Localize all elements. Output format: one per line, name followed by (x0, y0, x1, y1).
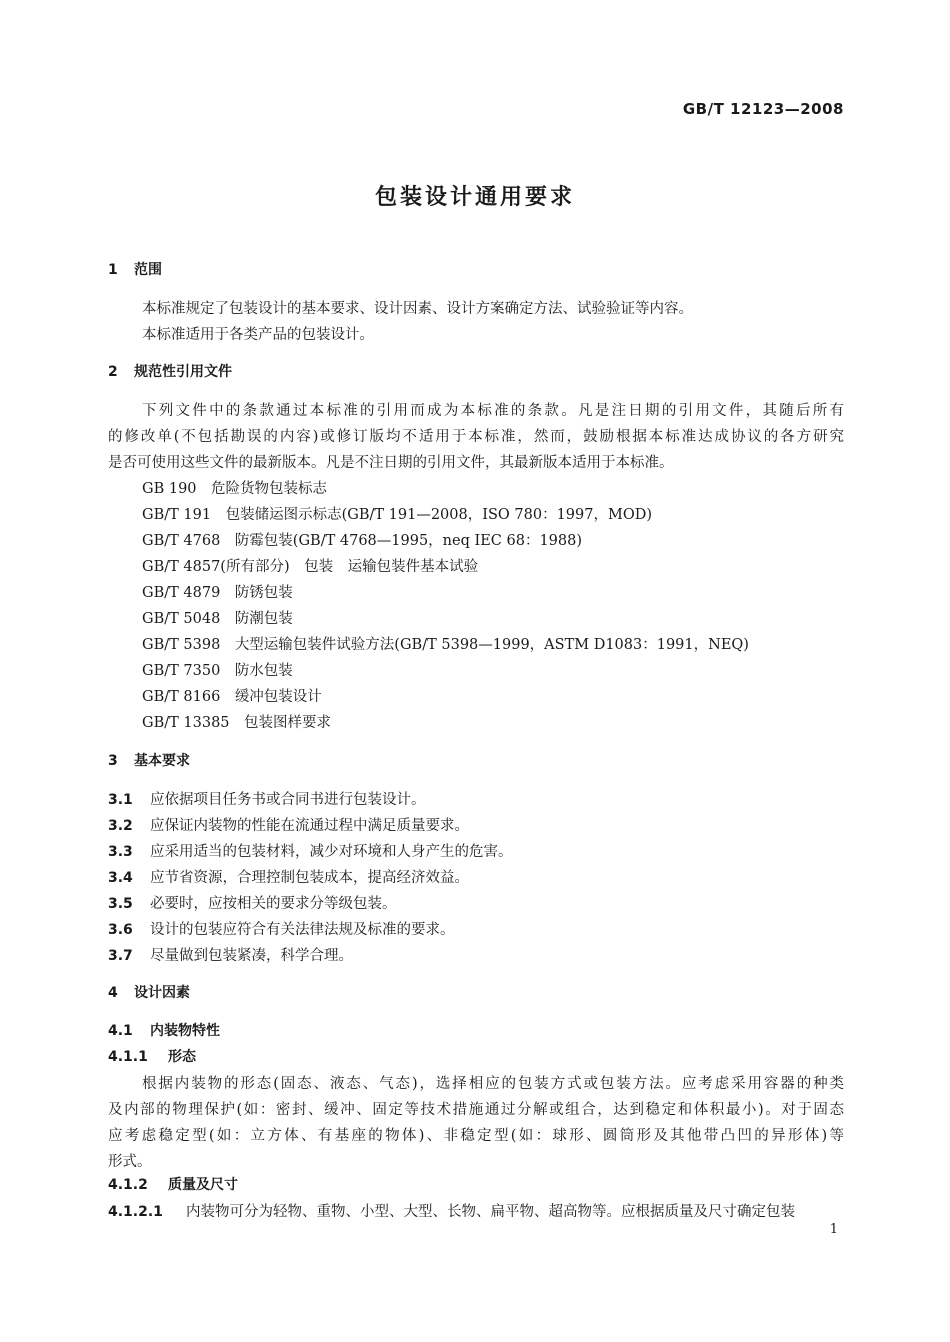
reference-name: 包装 运输包装件基本试验 (304, 559, 479, 575)
clause-item (108, 840, 844, 861)
reference-code: GB/T 7350 (142, 663, 221, 679)
clause-item (108, 866, 844, 887)
section-number: 1 (108, 262, 118, 278)
clause-number: 3.4 (108, 870, 133, 886)
section-1-heading (108, 259, 844, 279)
page-number: 1 (829, 1222, 838, 1237)
clause-number: 3.5 (108, 896, 133, 912)
paragraph-line: 根据内装物的形态(固态、液态、气态)，选择相应的包装方式或包装方法。应考虑采用容器的种类 (142, 1076, 844, 1092)
subsection-number: 4.1.2 (108, 1177, 148, 1193)
paragraph-line: 及内部的物理保护(如：密封、缓冲、固定等技术措施通过分解或组合，达到稳定和体积最小)。对于固态 (108, 1102, 844, 1118)
clause-text: 设计的包装应符合有关法律法规及标准的要求。 (150, 922, 455, 938)
section-title: 设计因素 (134, 985, 190, 1001)
reference-item (142, 529, 844, 550)
paragraph: 本标准适用于各类产品的包装设计。 (142, 327, 374, 343)
clause-number: 3.6 (108, 922, 133, 938)
reference-item (142, 659, 844, 680)
reference-item (142, 503, 844, 524)
reference-item (142, 685, 844, 706)
paragraph-line: 是否可使用这些文件的最新版本。凡是不注日期的引用文件，其最新版本适用于本标准。 (108, 455, 674, 471)
section-number: 3 (108, 753, 118, 769)
standard-code: GB/T 12123—2008 (682, 100, 844, 118)
clause-number: 3.1 (108, 792, 133, 808)
reference-code: GB/T 8166 (142, 689, 221, 705)
clause-number: 3.7 (108, 948, 133, 964)
reference-name: 包装图样要求 (244, 715, 332, 731)
reference-item (142, 477, 844, 498)
clause-text: 内装物可分为轻物、重物、小型、大型、长物、扁平物、超高物等。应根据质量及尺寸确定包装 (186, 1204, 795, 1220)
paragraph-line: 的修改单(不包括勘误的内容)或修订版均不适用于本标准，然而，鼓励根据本标准达成协议的各方研究 (108, 429, 844, 445)
clause-text: 应采用适当的包装材料，减少对环境和人身产生的危害。 (150, 844, 513, 860)
reference-name: 危险货物包装标志 (211, 481, 328, 497)
clause-number: 3.3 (108, 844, 133, 860)
reference-item (142, 711, 844, 732)
reference-name: 包装储运图示标志(GB/T 191—2008，ISO 780：1997，MOD) (225, 507, 652, 523)
clause-item (108, 788, 844, 809)
clause-text: 应依据项目任务书或合同书进行包装设计。 (150, 792, 426, 808)
clause-text: 尽量做到包装紧凑，科学合理。 (150, 948, 353, 964)
reference-name: 防水包装 (234, 663, 293, 679)
subsection-heading (108, 1020, 844, 1040)
reference-code: GB/T 5398 (142, 637, 221, 653)
subsection-title: 质量及尺寸 (168, 1177, 238, 1193)
paragraph-line: 应考虑稳定型(如：立方体、有基座的物体)、非稳定型(如：球形、圆筒形及其他带凸凹的异形体)等 (108, 1128, 844, 1144)
section-2-heading (108, 361, 844, 381)
section-title: 规范性引用文件 (134, 364, 232, 380)
reference-code: GB/T 4879 (142, 585, 221, 601)
paragraph: 本标准规定了包装设计的基本要求、设计因素、设计方案确定方法、试验验证等内容。 (142, 301, 693, 317)
paragraph-line: 下列文件中的条款通过本标准的引用而成为本标准的条款。凡是注日期的引用文件，其随后所有 (142, 403, 844, 419)
subsection-heading (108, 1174, 844, 1194)
section-3-heading (108, 750, 844, 770)
clause-text: 必要时，应按相关的要求分等级包装。 (150, 896, 397, 912)
reference-item (142, 581, 844, 602)
reference-name: 大型运输包装件试验方法(GB/T 5398—1999，ASTM D1083：1991，NEQ) (234, 637, 749, 653)
reference-item (142, 633, 844, 654)
subsection-title: 内装物特性 (150, 1023, 220, 1039)
reference-code: GB 190 (142, 481, 197, 497)
clause-item (108, 918, 844, 939)
subsection-number: 4.1 (108, 1023, 133, 1039)
section-title: 基本要求 (134, 753, 190, 769)
reference-code: GB/T 191 (142, 507, 212, 523)
reference-item (142, 555, 844, 576)
reference-name: 防锈包装 (234, 585, 293, 601)
section-title: 范围 (134, 262, 162, 278)
clause-item (108, 892, 844, 913)
clause-number: 3.2 (108, 818, 133, 834)
subsection-title: 形态 (168, 1049, 196, 1065)
clause-text: 应节省资源，合理控制包装成本，提高经济效益。 (150, 870, 469, 886)
page-title: 包装设计通用要求 (374, 185, 575, 210)
reference-name: 防霉包装(GB/T 4768—1995，neq IEC 68：1988) (234, 533, 583, 549)
reference-code: GB/T 4857(所有部分) (142, 559, 290, 575)
reference-item (142, 607, 844, 628)
reference-code: GB/T 5048 (142, 611, 221, 627)
clause-item (108, 814, 844, 835)
clause-item (108, 944, 844, 965)
section-4-heading (108, 982, 844, 1002)
subsection-heading (108, 1046, 844, 1066)
reference-code: GB/T 13385 (142, 715, 230, 731)
section-number: 4 (108, 985, 118, 1001)
reference-name: 防潮包装 (234, 611, 293, 627)
subsection-number: 4.1.1 (108, 1049, 148, 1065)
reference-code: GB/T 4768 (142, 533, 221, 549)
clause-item (108, 1200, 844, 1221)
clause-number: 4.1.2.1 (108, 1204, 163, 1220)
clause-text: 应保证内装物的性能在流通过程中满足质量要求。 (150, 818, 469, 834)
section-number: 2 (108, 364, 118, 380)
paragraph-line: 形式。 (108, 1154, 152, 1170)
reference-name: 缓冲包装设计 (234, 689, 322, 705)
